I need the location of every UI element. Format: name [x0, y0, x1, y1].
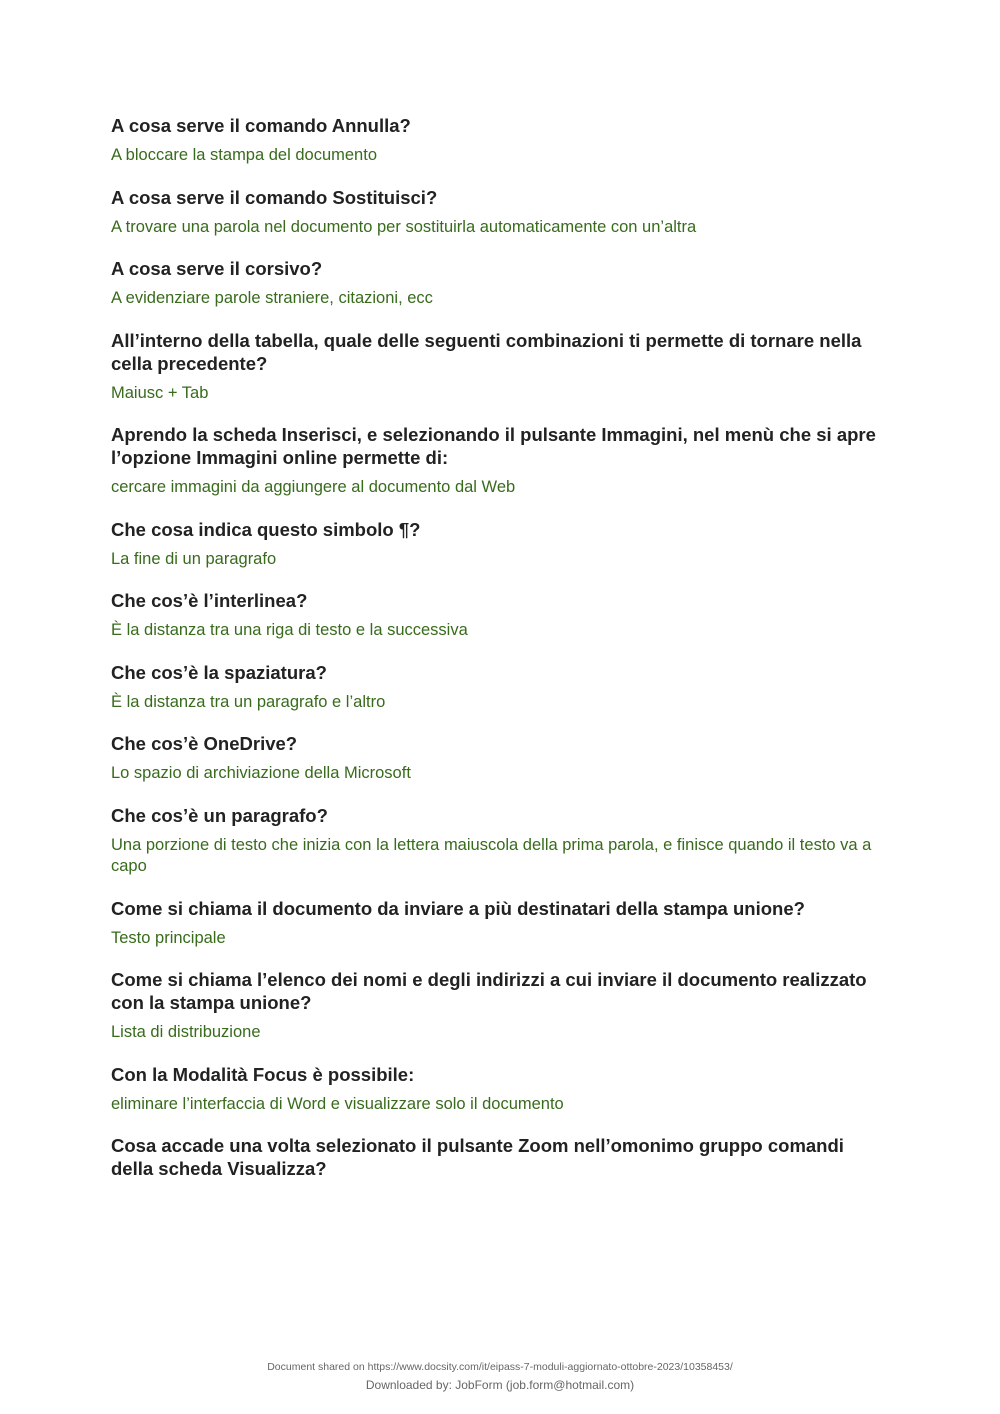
answer-text: A evidenziare parole straniere, citazioni, ecc [111, 289, 433, 307]
qa-item [111, 1063, 891, 1116]
qa-item [111, 1134, 891, 1180]
qa-item [111, 732, 891, 785]
answer-text: Testo principale [111, 928, 226, 947]
question-text: Con la Modalità Focus è possibile: [111, 1063, 415, 1085]
qa-item [111, 423, 891, 499]
footer-downloaded-by: Downloaded by: JobForm (job.form@hotmail.com) [365, 1378, 635, 1392]
qa-item [111, 968, 891, 1044]
answer-text: La fine di un paragrafo [111, 549, 277, 568]
answer-text: eliminare l’interfaccia di Word e visualizzare solo il documento [111, 1094, 564, 1113]
question-text: All’interno della tabella, quale delle seguenti combinazioni ti permette di tornare nella cella precedente? [111, 329, 862, 374]
question-text: Come si chiama il documento da inviare a più destinatari della stampa unione? [111, 897, 805, 919]
question-text: A cosa serve il corsivo? [111, 258, 323, 279]
answer-text: A trovare una parola nel documento per sostituirla automaticamente con un’altra [111, 217, 697, 236]
qa-item [111, 661, 891, 714]
qa-item [111, 897, 891, 950]
qa-item [111, 186, 891, 239]
question-text: Aprendo la scheda Inserisci, e selezionando il pulsante Immagini, nel menù che si apre l’opzione Immagini online permette di: [111, 424, 876, 468]
answer-text: È la distanza tra un paragrafo e l’altro [111, 692, 386, 711]
question-text: Come si chiama l’elenco dei nomi e degli indirizzi a cui inviare il documento realizzato con la stampa unione? [111, 969, 867, 1013]
footer-shared-link[interactable]: Document shared on https://www.docsity.com/it/eipass-7-moduli-aggiornato-ottobre-2023/10358453/ [267, 1361, 733, 1373]
answer-text: Una porzione di testo che inizia con la lettera maiuscola della prima parola, e finisce quando il testo va a capo [111, 835, 872, 875]
question-text: Che cos’è la spaziatura? [111, 661, 327, 683]
qa-item [111, 518, 891, 571]
question-text: Che cos’è l’interlinea? [111, 590, 308, 611]
question-text: Che cos’è un paragrafo? [111, 804, 328, 826]
question-text: Che cos’è OneDrive? [111, 733, 298, 754]
qa-item [111, 329, 891, 405]
answer-text: Lista di distribuzione [111, 1023, 261, 1041]
answer-text: cercare immagini da aggiungere al documento dal Web [111, 478, 516, 496]
qa-list [111, 114, 891, 1199]
answer-text: È la distanza tra una riga di testo e la successiva [111, 621, 468, 639]
answer-text: Lo spazio di archiviazione della Microsoft [111, 764, 411, 782]
question-text: Che cosa indica questo simbolo ¶? [111, 518, 421, 540]
qa-item [111, 114, 891, 167]
answer-text: A bloccare la stampa del documento [111, 146, 377, 164]
question-text: A cosa serve il comando Annulla? [111, 115, 411, 136]
answer-text: Maiusc + Tab [111, 383, 209, 402]
question-text: Cosa accade una volta selezionato il pulsante Zoom nell’omonimo gruppo comandi della scheda Visualizza? [111, 1135, 844, 1179]
question-text: A cosa serve il comando Sostituisci? [111, 186, 438, 208]
qa-item [111, 589, 891, 642]
qa-item [111, 257, 891, 310]
qa-item [111, 804, 891, 878]
